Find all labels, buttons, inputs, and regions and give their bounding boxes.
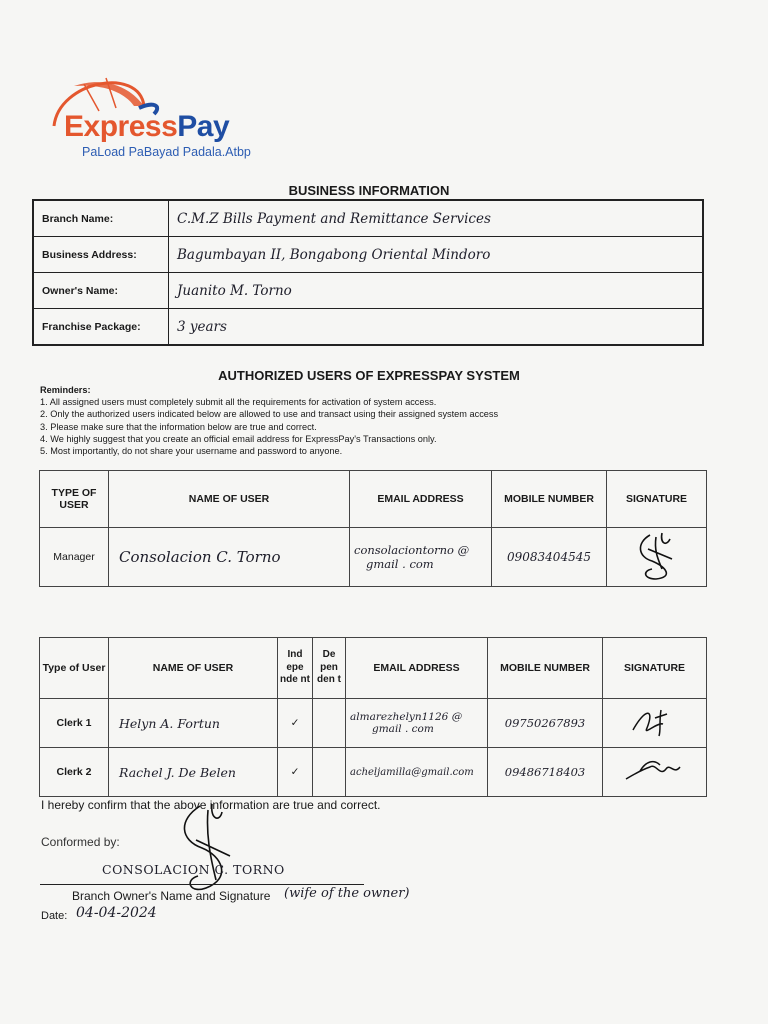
manager-signature-image	[622, 529, 692, 583]
business-address-label: Business Address:	[33, 237, 169, 273]
clerk1-dependent-cell	[313, 699, 346, 748]
clerk1-signature-cell	[603, 699, 707, 748]
clerk1-mobile: 09750267893	[488, 699, 603, 748]
owner-name-value: Juanito M. Torno	[169, 273, 704, 309]
signature-caption-note: (wife of the owner)	[284, 886, 410, 901]
table-row	[40, 528, 707, 587]
reminder-item: 4. We highly suggest that you create an official email address for ExpressPay's Transactions only.	[40, 433, 437, 444]
clerk1-signature-image	[625, 704, 685, 740]
signer-name: CONSOLACION C. TORNO	[102, 862, 285, 877]
brand-name: ExpressPay	[64, 110, 230, 143]
business-address-value: Bagumbayan II, Bongabong Oriental Mindoro	[169, 237, 704, 273]
branch-name-value: C.M.Z Bills Payment and Remittance Services	[169, 200, 704, 237]
header-dependent: De pen den t	[313, 638, 346, 699]
clerk2-name: Rachel J. De Belen	[109, 748, 278, 797]
header-name-of-user: NAME OF USER	[109, 638, 278, 699]
reminder-item: 3. Please make sure that the information below are true and correct.	[40, 421, 317, 432]
business-info-table	[32, 199, 704, 346]
clerk2-email-line1: acheljamilla@gmail.com	[350, 766, 474, 778]
reminders	[40, 384, 498, 457]
franchise-package-value: 3 years	[169, 309, 704, 346]
clerk2-signature-cell	[603, 748, 707, 797]
signature-line	[40, 884, 364, 885]
branch-name-label: Branch Name:	[33, 200, 169, 237]
clerk1-name: Helyn A. Fortun	[109, 699, 278, 748]
manager-type: Manager	[40, 528, 109, 587]
manager-table	[39, 470, 707, 587]
clerk2-mobile: 09486718403	[488, 748, 603, 797]
manager-email-line1: consolaciontorno @	[354, 543, 470, 557]
header-signature: SIGNATURE	[607, 471, 707, 528]
clerk2-type: Clerk 2	[40, 748, 109, 797]
reminder-item: 1. All assigned users must completely submit all the requirements for activation of system access.	[40, 397, 437, 408]
table-row	[33, 200, 703, 237]
signature-caption: Branch Owner's Name and Signature	[72, 889, 271, 903]
header-email-address: EMAIL ADDRESS	[350, 471, 492, 528]
conformed-by-label: Conformed by:	[41, 835, 120, 849]
clerk1-type: Clerk 1	[40, 699, 109, 748]
header-independent: Ind epe nde nt	[278, 638, 313, 699]
header-email-address: EMAIL ADDRESS	[346, 638, 488, 699]
date-label: Date:	[41, 910, 68, 922]
header-mobile-number: MOBILE NUMBER	[488, 638, 603, 699]
manager-signature-cell	[607, 528, 707, 587]
date-value: 04-04-2024	[76, 905, 157, 921]
clerk1-email	[346, 699, 488, 748]
table-row	[33, 237, 703, 273]
table-row	[40, 748, 707, 797]
header-type-of-user: Type of User	[40, 638, 109, 699]
header-type-of-user: TYPE OF USER	[40, 471, 109, 528]
authorized-users-heading: AUTHORIZED USERS OF EXPRESSPAY SYSTEM	[218, 368, 520, 383]
clerk2-signature-image	[620, 753, 690, 789]
table-row	[33, 273, 703, 309]
reminder-item: 2. Only the authorized users indicated below are allowed to use and transact using their assigned system access	[40, 409, 499, 420]
clerk2-email	[346, 748, 488, 797]
header-signature: SIGNATURE	[603, 638, 707, 699]
clerk1-email-line2: gmail . com	[372, 723, 434, 735]
business-info-heading: BUSINESS INFORMATION	[288, 183, 450, 198]
manager-name: Consolacion C. Torno	[109, 528, 350, 587]
manager-email-line2: gmail . com	[366, 557, 434, 571]
header-name-of-user: NAME OF USER	[109, 471, 350, 528]
confirmation-statement: I hereby confirm that the above information are true and correct.	[41, 798, 381, 812]
table-row	[40, 699, 707, 748]
clerk1-independent-check: ✓	[278, 699, 313, 748]
brand-tagline: PaLoad PaBayad Padala.Atbp	[82, 145, 251, 159]
table-header-row	[40, 471, 707, 528]
franchise-package-label: Franchise Package:	[33, 309, 169, 346]
header-mobile-number: MOBILE NUMBER	[492, 471, 607, 528]
reminder-item: 5. Most importantly, do not share your username and password to anyone.	[40, 446, 343, 457]
clerk2-dependent-cell	[313, 748, 346, 797]
manager-email	[350, 528, 492, 587]
table-row	[33, 309, 703, 346]
manager-mobile: 09083404545	[492, 528, 607, 587]
table-header-row	[40, 638, 707, 699]
clerk-table	[39, 637, 707, 797]
clerk1-email-line1: almarezhelyn1126 @	[350, 711, 463, 723]
owner-name-label: Owner's Name:	[33, 273, 169, 309]
reminders-title: Reminders:	[40, 385, 91, 395]
clerk2-independent-check: ✓	[278, 748, 313, 797]
